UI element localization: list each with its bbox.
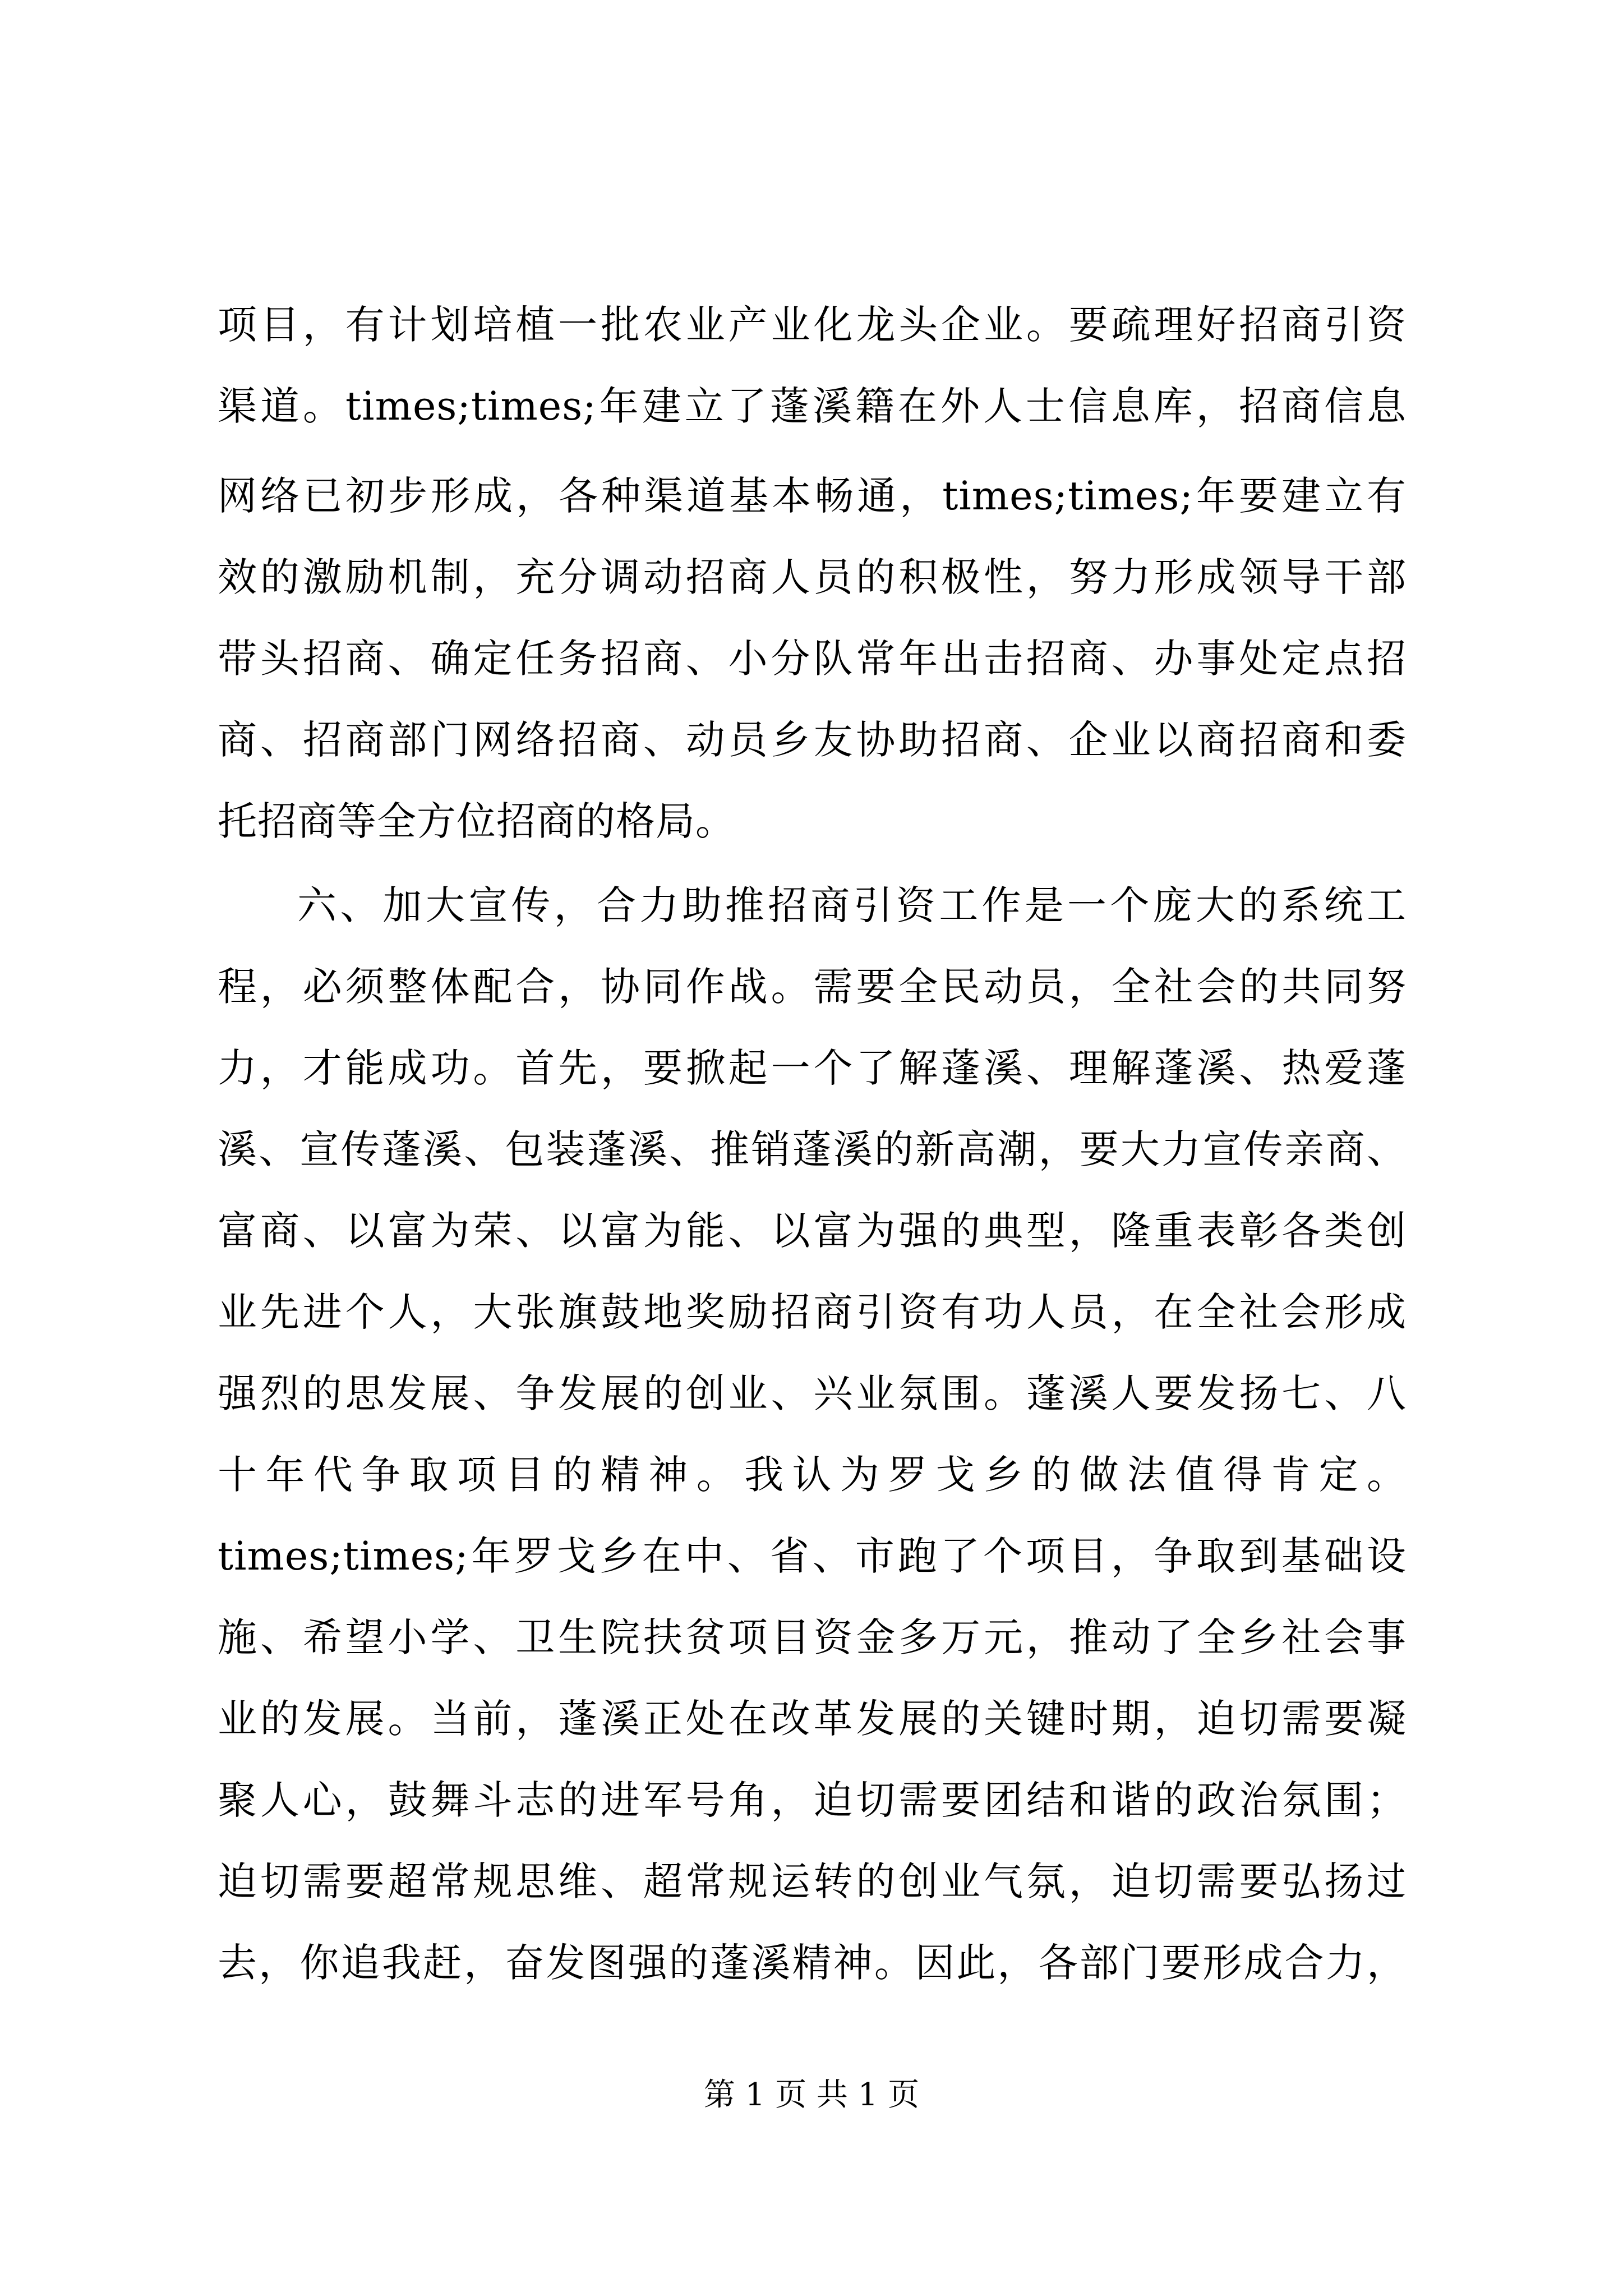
section-heading-line: 六、加大宣传，合力助推招商引资工作是一个庞大的系统工	[297, 882, 1407, 928]
paragraph-line: 托招商等全方位招商的格局。	[218, 798, 735, 844]
paragraph-line: 网络已初步形成，各种渠道基本畅通，times;times;年要建立有	[218, 473, 1407, 519]
page-footer: 第 1 页 共 1 页	[703, 2077, 920, 2113]
paragraph-line: 去，你追我赶，奋发图强的蓬溪精神。因此，各部门要形成合力，	[218, 1940, 1407, 1986]
paragraph-line: 力，才能成功。首先，要掀起一个了解蓬溪、理解蓬溪、热爱蓬	[218, 1045, 1407, 1091]
paragraph-line: 业先进个人，大张旗鼓地奖励招商引资有功人员，在全社会形成	[218, 1289, 1407, 1335]
paragraph-line: 迫切需要超常规思维、超常规运转的创业气氛，迫切需要弘扬过	[218, 1858, 1407, 1904]
paragraph-line: 施、希望小学、卫生院扶贫项目资金多万元，推动了全乡社会事	[218, 1614, 1407, 1660]
paragraph-line: 强烈的思发展、争发展的创业、兴业氛围。蓬溪人要发扬七、八	[218, 1370, 1407, 1416]
paragraph-line: 带头招商、确定任务招商、小分队常年出击招商、办事处定点招	[218, 636, 1407, 682]
paragraph-line: times;times;年罗戈乡在中、省、市跑了个项目，争取到基础设	[218, 1533, 1407, 1579]
paragraph-line: 程，必须整体配合，协同作战。需要全民动员，全社会的共同努	[218, 964, 1407, 1010]
paragraph-line: 富商、以富为荣、以富为能、以富为强的典型，隆重表彰各类创	[218, 1208, 1407, 1254]
paragraph-line: 项目，有计划培植一批农业产业化龙头企业。要疏理好招商引资	[218, 302, 1407, 348]
paragraph-line: 聚人心，鼓舞斗志的进军号角，迫切需要团结和谐的政治氛围；	[218, 1777, 1407, 1823]
paragraph-line: 十年代争取项目的精神。我认为罗戈乡的做法值得肯定。	[218, 1452, 1407, 1498]
paragraph-line: 业的发展。当前，蓬溪正处在改革发展的关键时期，迫切需要凝	[218, 1696, 1407, 1742]
paragraph-line: 溪、宣传蓬溪、包装蓬溪、推销蓬溪的新高潮，要大力宣传亲商、	[218, 1126, 1407, 1172]
paragraph-line: 商、招商部门网络招商、动员乡友协助招商、企业以商招商和委	[218, 717, 1407, 763]
paragraph-line: 渠道。times;times;年建立了蓬溪籍在外人士信息库，招商信息	[218, 383, 1407, 429]
paragraph-line: 效的激励机制，充分调动招商人员的积极性，努力形成领导干部	[218, 554, 1407, 600]
